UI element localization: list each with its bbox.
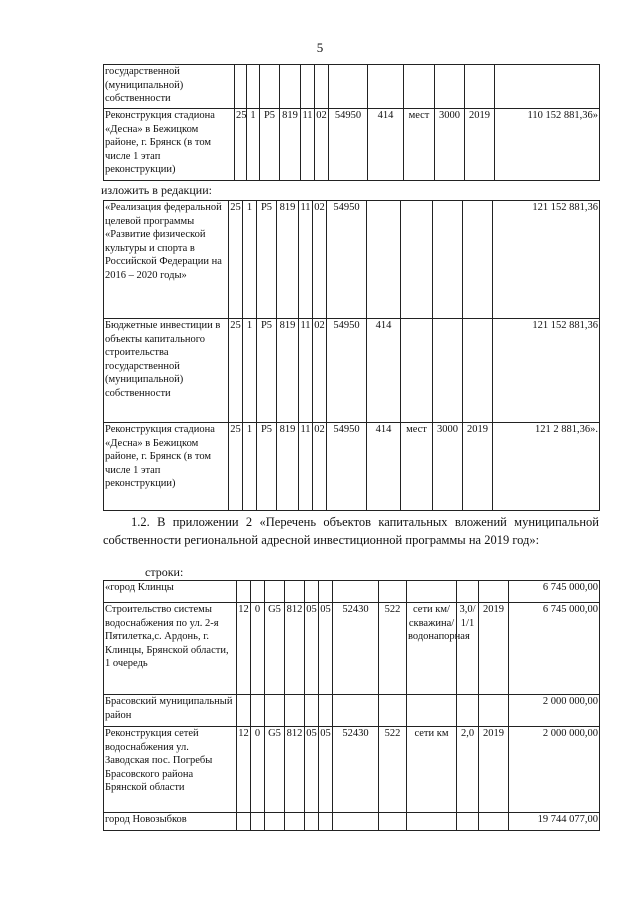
row-name: город Новозыбков (104, 813, 237, 831)
cell (265, 581, 285, 603)
cell: 2019 (463, 423, 493, 511)
table-row (104, 65, 600, 109)
cell (265, 813, 285, 831)
amount-cell: 2 000 000,00 (509, 727, 600, 813)
cell (401, 201, 433, 319)
row-name: «город Клинцы (104, 581, 237, 603)
cell (433, 201, 463, 319)
cell: 05 (305, 603, 319, 695)
cell: 812 (285, 727, 305, 813)
cell: 02 (313, 319, 327, 423)
table-row (104, 319, 600, 423)
cell: 54950 (327, 201, 367, 319)
cell: 0 (251, 603, 265, 695)
table-row (104, 423, 600, 511)
cell (379, 813, 407, 831)
cell: G5 (265, 727, 285, 813)
cell: 02 (313, 423, 327, 511)
cell: 11 (299, 201, 313, 319)
cell (305, 581, 319, 603)
cell: 2019 (479, 603, 509, 695)
cell (247, 65, 260, 109)
amount-cell: 121 152 881,36 (493, 201, 600, 319)
cell: 02 (315, 109, 329, 181)
cell: 1 (243, 319, 257, 423)
cell: 1 (243, 201, 257, 319)
cell: 11 (299, 423, 313, 511)
cell: 52430 (333, 603, 379, 695)
amount-cell: 2 000 000,00 (509, 695, 600, 727)
cell: 0 (251, 727, 265, 813)
cell (280, 65, 301, 109)
row-name: Бюджетные инвестиции в объекты капитального строительства государственной (муниципальной) собственности (104, 319, 229, 423)
cell (435, 65, 465, 109)
row-name: Брасовский муниципальный район (104, 695, 237, 727)
cell (319, 695, 333, 727)
cell: G5 (265, 603, 285, 695)
row-name: Строительство системы водоснабжения по ул. 2-я Пятилетка,с. Ардонь, г. Клинцы, Брянской области, 1 очередь (104, 603, 237, 695)
cell: мест (404, 109, 435, 181)
cell (367, 201, 401, 319)
cell (237, 813, 251, 831)
cell: 819 (277, 423, 299, 511)
cell: 1 (243, 423, 257, 511)
cell: 2019 (479, 727, 509, 813)
cell: 54950 (327, 423, 367, 511)
cell: P5 (257, 319, 277, 423)
cell (407, 695, 457, 727)
cell (301, 65, 315, 109)
row-name: Реконструкция стадиона «Десна» в Бежицком районе, г. Брянск (в том числе 1 этап реконструкции) (104, 423, 229, 511)
cell (260, 65, 280, 109)
cell (368, 65, 404, 109)
cell: 819 (280, 109, 301, 181)
cell (251, 695, 265, 727)
cell: 522 (379, 727, 407, 813)
cell: 3000 (435, 109, 465, 181)
cell: 819 (277, 201, 299, 319)
cell (479, 581, 509, 603)
table-row (104, 581, 600, 603)
cell (407, 581, 457, 603)
cell: 05 (305, 727, 319, 813)
cell: 819 (277, 319, 299, 423)
cell: сети км/скважина/ водонапорная (407, 603, 457, 695)
cell (407, 813, 457, 831)
cell (404, 65, 435, 109)
cell: 414 (368, 109, 404, 181)
cell: 812 (285, 603, 305, 695)
cell: 05 (319, 727, 333, 813)
cell (457, 813, 479, 831)
cell (379, 581, 407, 603)
section-paragraph: 1.2. В приложении 2 «Перечень объектов капитальных вложений муниципальной собственности региональной адресной инвестиционной программы на 2019 год»: (103, 515, 599, 547)
cell (401, 319, 433, 423)
amount-cell (495, 65, 600, 109)
cell (237, 581, 251, 603)
cell (265, 695, 285, 727)
cell: 52430 (333, 727, 379, 813)
cell (463, 201, 493, 319)
cell (319, 813, 333, 831)
cell (333, 813, 379, 831)
cell: 25 (235, 109, 247, 181)
cell (333, 581, 379, 603)
cell: 3000 (433, 423, 463, 511)
cell: 02 (313, 201, 327, 319)
cell: 05 (319, 603, 333, 695)
row-name: «Реализация федеральной целевой программы «Развитие физической культуры и спорта в Российской Федерации на 2016 – 2020 годы» (104, 201, 229, 319)
page-number: 5 (316, 40, 324, 55)
row-name: Реконструкция сетей водоснабжения ул. Заводская пос. Погребы Брасовского района Брянской области (104, 727, 237, 813)
cell (457, 581, 479, 603)
cell: 12 (237, 603, 251, 695)
cell: 25 (229, 201, 243, 319)
lines-label: строки: (145, 565, 184, 579)
row-name: государственной (муниципальной) собственности (104, 65, 235, 109)
cell: сети км (407, 727, 457, 813)
cell: 414 (367, 423, 401, 511)
cell (457, 695, 479, 727)
amount-cell: 121 152 881,36 (493, 319, 600, 423)
cell: P5 (260, 109, 280, 181)
table-row (104, 603, 600, 695)
cell: 3,0/ 1/1 (457, 603, 479, 695)
cell (479, 813, 509, 831)
cell: 11 (299, 319, 313, 423)
amount-cell: 6 745 000,00 (509, 603, 600, 695)
cell (433, 319, 463, 423)
cell (379, 695, 407, 727)
cell (333, 695, 379, 727)
cell: 522 (379, 603, 407, 695)
cell: P5 (257, 423, 277, 511)
cell: 54950 (329, 109, 368, 181)
table-row (104, 695, 600, 727)
cell (251, 813, 265, 831)
cell (465, 65, 495, 109)
cell: 25 (229, 423, 243, 511)
cell (319, 581, 333, 603)
table-row (104, 201, 600, 319)
cell: P5 (257, 201, 277, 319)
budget-table-2 (103, 200, 600, 511)
cell: 12 (237, 727, 251, 813)
cell: 2019 (465, 109, 495, 181)
cell (285, 695, 305, 727)
cell (235, 65, 247, 109)
amount-cell: 6 745 000,00 (509, 581, 600, 603)
cell (305, 813, 319, 831)
cell (237, 695, 251, 727)
cell: 54950 (327, 319, 367, 423)
cell: 25 (229, 319, 243, 423)
table-row (104, 813, 600, 831)
cell: 414 (367, 319, 401, 423)
amount-cell: 121 2 881,36». (493, 423, 600, 511)
table-row (104, 109, 600, 181)
cell (305, 695, 319, 727)
cell: 11 (301, 109, 315, 181)
cell (463, 319, 493, 423)
cell: 1 (247, 109, 260, 181)
cell (315, 65, 329, 109)
cell (285, 813, 305, 831)
row-name: Реконструкция стадиона «Десна» в Бежицком районе, г. Брянск (в том числе 1 этап реконструкции) (104, 109, 235, 181)
cell (479, 695, 509, 727)
cell: 2,0 (457, 727, 479, 813)
cell (251, 581, 265, 603)
cell (329, 65, 368, 109)
investment-table (103, 580, 600, 831)
cell (285, 581, 305, 603)
amount-cell: 110 152 881,36» (495, 109, 600, 181)
budget-table-1 (103, 64, 600, 181)
table-row (104, 727, 600, 813)
mid-label: изложить в редакции: (101, 183, 212, 197)
cell: мест (401, 423, 433, 511)
amount-cell: 19 744 077,00 (509, 813, 600, 831)
